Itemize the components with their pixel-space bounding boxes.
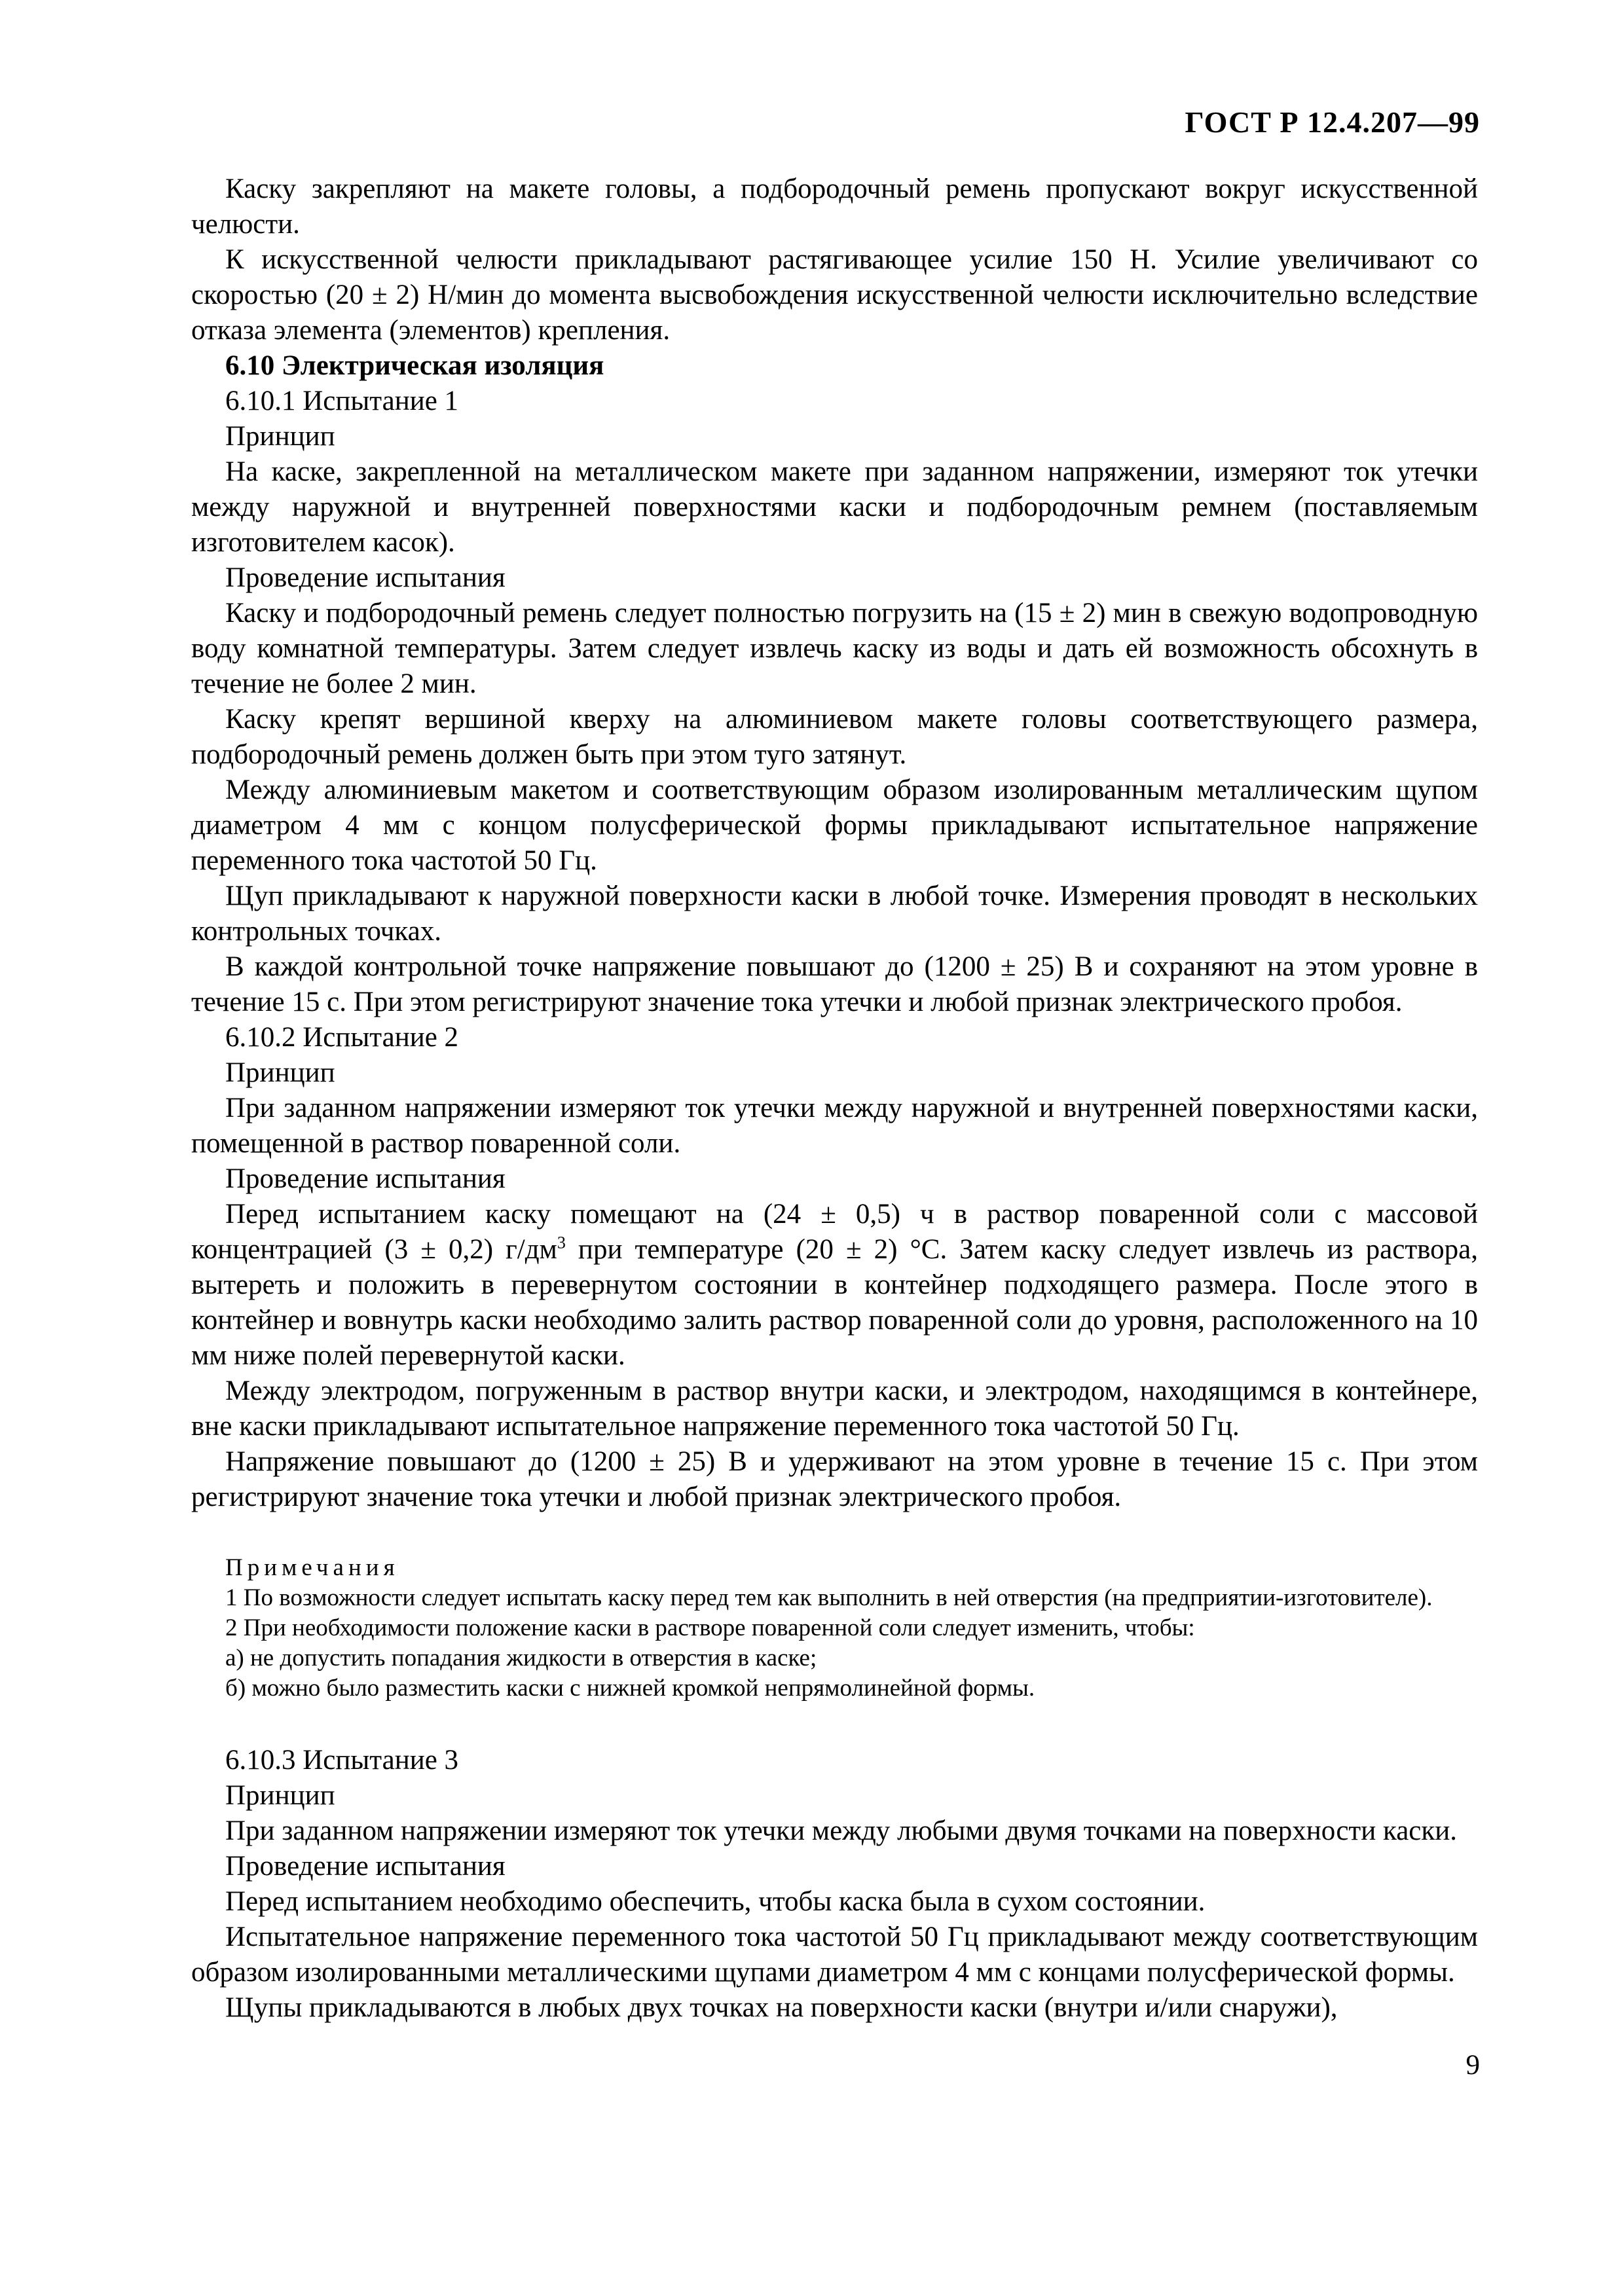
note-item: б) можно было разместить каски с нижней кромкой непрямолинейной формы. [225,1675,1035,1702]
paragraph: Напряжение повышают до (1200 ± 25) В и удерживают на этом уровне в течение 15 с. При этом регистрируют значение тока утечки и любой признак электрического пробоя. [191,1446,1478,1512]
document-body [191,172,1478,2026]
note-item: а) не допустить попадания жидкости в отверстия в каске; [225,1645,817,1671]
paragraph-concentration [191,1197,1478,1374]
subheading: Проведение испытания [225,1851,506,1882]
subsection-heading: 6.10.2 Испытание 2 [225,1022,459,1053]
page-number: 9 [1465,2050,1480,2081]
paragraph: Щупы прикладываются в любых двух точках на поверхности каски (внутри и/или снаружи), [225,1992,1338,2023]
text-fragment: при температуре (20 ± 2) °С. Затем каску следует извлечь из раствора, вытереть и положить в перевернутом состоянии в контейнер подходящего размера. После этого в контейнер и вовнутрь каски необходимо залить раствор поваренной соли до уровня, расположенного на 10 мм ниже полей перевернутой каски. [191,1234,1478,1371]
paragraph: При заданном напряжении измеряют ток утечки между любыми двумя точками на поверхности каски. [225,1815,1458,1846]
paragraph: Каску закрепляют на макете головы, а подбородочный ремень пропускают вокруг искусственной челюсти. [191,173,1478,240]
subsection-heading: 6.10.3 Испытание 3 [225,1745,459,1776]
paragraph: Между алюминиевым макетом и соответствующим образом изолированным металлическим щупом диаметром 4 мм с концом полусферической формы прикладывают испытательное напряжение переменного тока частотой 50 Гц. [191,774,1478,876]
paragraph: Каску и подбородочный ремень следует полностью погрузить на (15 ± 2) мин в свежую водопроводную воду комнатной температуры. Затем следует извлечь каску из воды и дать ей возможность обсохнуть в течение не более 2 мин. [191,598,1478,699]
subsection-heading: 6.10.1 Испытание 1 [225,386,459,416]
paragraph: Щуп прикладывают к наружной поверхности каски в любой точке. Измерения проводят в нескольких контрольных точках. [191,881,1478,947]
standard-code-header: ГОСТ Р 12.4.207—99 [1185,105,1480,139]
notes-title: Примечания [225,1554,399,1581]
paragraph: Каску крепят вершиной кверху на алюминиевом макете головы соответствующего размера, подбородочный ремень должен быть при этом туго затянут. [191,704,1478,770]
superscript: 3 [557,1233,566,1252]
paragraph: Испытательное напряжение переменного тока частотой 50 Гц прикладывают между соответствующим образом изолированными металлическими щупами диаметром 4 мм с концами полусферической формы. [191,1922,1478,1988]
paragraph: На каске, закрепленной на металлическом макете при заданном напряжении, измеряют ток утечки между наружной и внутренней поверхностями каски и подбородочным ремнем (поставляемым изготовителем касок). [191,456,1478,558]
subheading: Проведение испытания [225,562,506,593]
text-fragment: Перед испытанием каску помещают на (24 ± 0,5) ч в раствор поваренной соли с массовой концентрацией (3 ± 0,2) г/дм [191,1199,1478,1265]
notes-block [191,1553,1478,1704]
subheading: Принцип [225,1057,335,1088]
paragraph: В каждой контрольной точке напряжение повышают до (1200 ± 25) В и сохраняют на этом уровне в течение 15 с. При этом регистрируют значение тока утечки и любой признак электрического пробоя. [191,951,1478,1017]
note-item: 2 При необходимости положение каски в растворе поваренной соли следует изменить, чтобы: [225,1614,1195,1641]
subheading: Проведение испытания [225,1163,506,1194]
subheading: Принцип [225,1780,335,1811]
note-item: 1 По возможности следует испытать каску перед тем как выполнить в ней отверстия (на предприятии-изготовителе). [225,1584,1433,1611]
paragraph: К искусственной челюсти прикладывают растягивающее усилие 150 Н. Усилие увеличивают со скоростью (20 ± 2) Н/мин до момента высвобождения искусственной челюсти исключительно вследствие отказа элемента (элементов) крепления. [191,244,1478,346]
paragraph: Перед испытанием необходимо обеспечить, чтобы каска была в сухом состоянии. [225,1886,1206,1917]
paragraph: При заданном напряжении измеряют ток утечки между наружной и внутренней поверхностями каски, помещенной в раствор поваренной соли. [191,1093,1478,1159]
paragraph: Между электродом, погруженным в раствор внутри каски, и электродом, находящимся в контейнере, вне каски прикладывают испытательное напряжение переменного тока частотой 50 Гц. [191,1376,1478,1442]
section-heading: 6.10 Электрическая изоляция [225,350,604,381]
subheading: Принцип [225,421,335,452]
